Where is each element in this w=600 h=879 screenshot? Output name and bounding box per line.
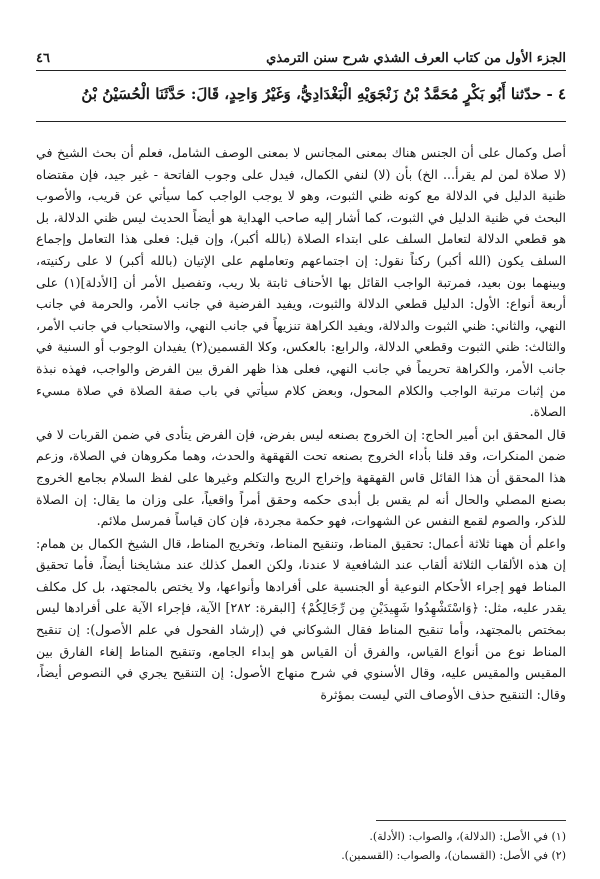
- footnote: (٢) في الأصل: (القسمان)، والصواب: (القسمين).: [341, 849, 566, 862]
- header-rule: [36, 70, 566, 71]
- paragraph: واعلم أن ههنا ثلاثة أعمال: تحقيق المناط، وتنقيح المناط، وتخريج المناط، قال الشيخ الكمال بن همام: إن هذه الألقاب الثلاثة ألقاب عند الشافعية لا عندنا، ولكن العمل كذلك عند مشايخنا أيضاً، فأما تحقيق المناط فهو إجراء الأحكام النوعية أو الجنسية على أفرادها وأنواعها، ولا يختص بالمجتهد، بل كل مكلف يقدر عليه، مثل: ﴿وَاسْتَشْهِدُوا شَهِيدَيْنِ مِن رِّجَالِكُمْ﴾ [البقرة: ٢٨٢] الآية، فإجراء الآية على أفرادها ليس بمختص بالمجتهد، وأما تنقيح المناط فقال الشوكاني في (إرشاد الفحول في علم الأصول): إن تنقيح المناط نوع من أنواع القياس، والفرق أن القياس هو إبداء الجامع، وتنقيح المناط إلغاء الفارق بين المقيس والمقيس عليه، وقال الأسنوي في شرح منهاج الأصول: إن التنقيح يجري في النصوص أيضاً، وقال: التنقيح حذف الأوصاف التي ليست بمؤثرة: [36, 535, 566, 702]
- footnote-rule: [376, 820, 566, 821]
- commentary-body: [36, 142, 566, 705]
- page-number: ٤٦: [36, 51, 50, 66]
- footnotes: [36, 827, 566, 865]
- footnote: (١) في الأصل: (الدلالة)، والصواب: (الأدلة).: [369, 830, 566, 843]
- paragraph: أصل وكمال على أن الجنس هناك بمعنى المجانس لا بمعنى الوصف الشامل، فعلم أن بحث الشيخ في (لا صلاة لمن لم يقرأ... الخ) بأن (لا) لنفي الكمال، فيدل على وجوب الفاتحة - غير جيد، فإن مقتضاه ظنية الدليل في الدلالة مع كونه ظني الثبوت، وهو لا يوجب الواجب كما سيأتي عن قريب، والأصوب البحث في ظنية الدليل في الثبوت، كما أشار إليه صاحب الهداية هو أيضاً الحديث ليس ظني الدلالة، بل هو قطعي الدلالة لتعامل السلف على ابتداء الصلاة (بالله أكبر)، وإن قيل: فعلى هذا التعامل وإجماع السلف يكون (الله أكبر) ركناً نقول: إن اجتماعهم وتعاملهم على الإتيان (بالله أكبر) لا على ركنيته، وبينهما بون بعيد، فمرتبة الواجب القائل بها الأحناف ثابتة بلا ريب، وتفصيل الأمر أن [الأدلة](١) على أربعة أنواع: الأول: الدليل قطعي الدلالة والثبوت، ويفيد الفرضية في جانب الأمر، والحرمة في جانب النهي، والثاني: ظني الثبوت والدلالة، ويفيد الكراهة تنزيهاً في جانب النهي، والاستحباب في جانب الأمر، والثالث: ظني الثبوت وقطعي الدلالة، والرابع: بالعكس، وكلا القسمين(٢) يفيدان الوجوب أو السنية في جانب الأمر، والكراهة تحريماً في جانب النهي، فعلى هذا ظهر الفرق بين الفرض والواجب، فهذه نبذة من إثبات مرتبة الواجب والكلام المحول، وبعض كلام سيأتي في باب صفة الصلاة في صلاة مسيء الصلاة.: [36, 145, 566, 420]
- paragraph: قال المحقق ابن أمير الحاج: إن الخروج بصنعه ليس بفرض، فإن الفرض يتأدى في ضمن القربات لا في ضمن المنكرات، وقد قلنا بأداء الخروج بصنعه تحت القهقهة والحدث، وهما مكروهان في الصلاة، وزعم هذا المحقق أن هذا القائل قاس القهقهة وإخراج الريح والتكلم وغيرها على لفظ السلام بجامع الخروج بصنع المصلي والحال أنه لم يقس بل أبدى حكمه وحقق أمراً واقعياً، على وزان ما يقال: إن الصلاة للذكر، والصوم لقمع النفس عن الشهوات، فهو حكمة مجردة، فإن كان قياساً فمرسل ملائم.: [36, 426, 566, 529]
- hadith-line: ٤ - حدّثنا أَبُو بَكْرٍ مُحَمَّدُ بْنُ زَنْجَوَيْهِ الْبَغْدَادِيُّ، وَغَيْرُ وَاحِدٍ، قَالَ: حَدَّثَنَا الْحُسَيْنُ بْنُ: [81, 85, 566, 103]
- running-header: [36, 44, 566, 66]
- running-title: الجزء الأول من كتاب العرف الشذي شرح سنن الترمذي: [266, 51, 566, 66]
- separator-rule: [36, 121, 566, 122]
- book-page: [36, 0, 566, 879]
